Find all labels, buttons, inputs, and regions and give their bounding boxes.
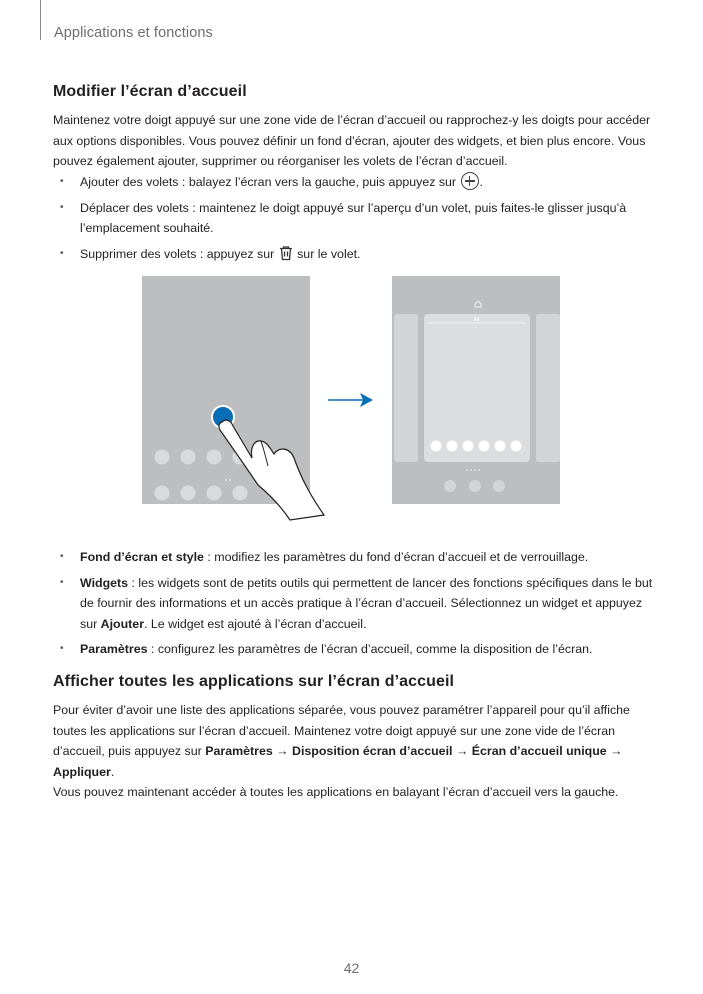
volets-list [53,172,653,269]
trash-icon [279,245,293,261]
add-circle-icon [461,172,479,190]
list-item: • Supprimer des volets : appuyez sur sur le volet. [53,244,653,265]
heading-afficher-applications: Afficher toutes les applications sur l’écran d’accueil [53,673,455,690]
list-item: • Déplacer des volets : maintenez le doigt appuyé sur l’aperçu d’un volet, puis faites-le glisser jusqu’à l’emplacement souhaité. [53,198,653,239]
list-item: • Paramètres : configurez les paramètres de l’écran d’accueil, comme la disposition de l’écran. [53,639,653,660]
header-rule [40,0,41,40]
section-header: Applications et fonctions [54,25,213,41]
home-screen-edit-mode [392,276,560,504]
list-item: • Widgets : les widgets sont de petits outils qui permettent de lancer des fonctions spécifiques dans le but de fournir des informations et un accès pratique à l’écran d’accueil. Sélectionnez un widget et appuyez sur Ajouter. Le widget est ajouté à l’écran d’accueil. [53,573,653,635]
arrow-right-icon [328,393,373,407]
list-item: • Ajouter des volets : balayez l’écran vers la gauche, puis appuyez sur . [53,172,653,193]
page-number: 42 [343,960,360,976]
home-screen-illustration [130,270,570,525]
home-screen-long-press [142,276,324,520]
list-item: • Fond d’écran et style : modifiez les paramètres du fond d’écran d’accueil et de verrouillage. [53,547,653,568]
bullet-icon: • [60,201,64,213]
section2-paragraph: Pour éviter d’avoir une liste des applications séparée, vous pouvez paramétrer l’appareil pour qu’il affiche toutes les applications sur l’écran d’accueil. Maintenez votre doigt appuyé sur une zone vide de l’écran d’accueil, puis appuyez sur Paramètres → Disposition écran d’accueil → Écran d’accueil unique → Appliquer. [53,703,630,779]
panel-preview [424,314,530,462]
section2-note: Vous pouvez maintenant accéder à toutes les applications en balayant l’écran d’accueil vers la gauche. [53,785,619,799]
bullet-icon: • [60,176,64,187]
heading-modifier-ecran: Modifier l’écran d’accueil [53,83,247,100]
intro-paragraph: Maintenez votre doigt appuyé sur une zone vide de l’écran d’accueil ou rapprochez-y les doigts pour accéder aux options disponibles. Vous pouvez définir un fond d’écran, ajouter des widgets, et bien plus encore. Vous pouvez également ajouter, supprimer ou réorganiser les volets de l’écran d’accueil. [53,113,651,168]
bullet-icon: • [60,551,64,562]
bullet-icon: • [60,576,64,588]
bullet-icon: • [60,643,64,654]
options-list [53,547,653,665]
bullet-icon: • [60,247,64,259]
